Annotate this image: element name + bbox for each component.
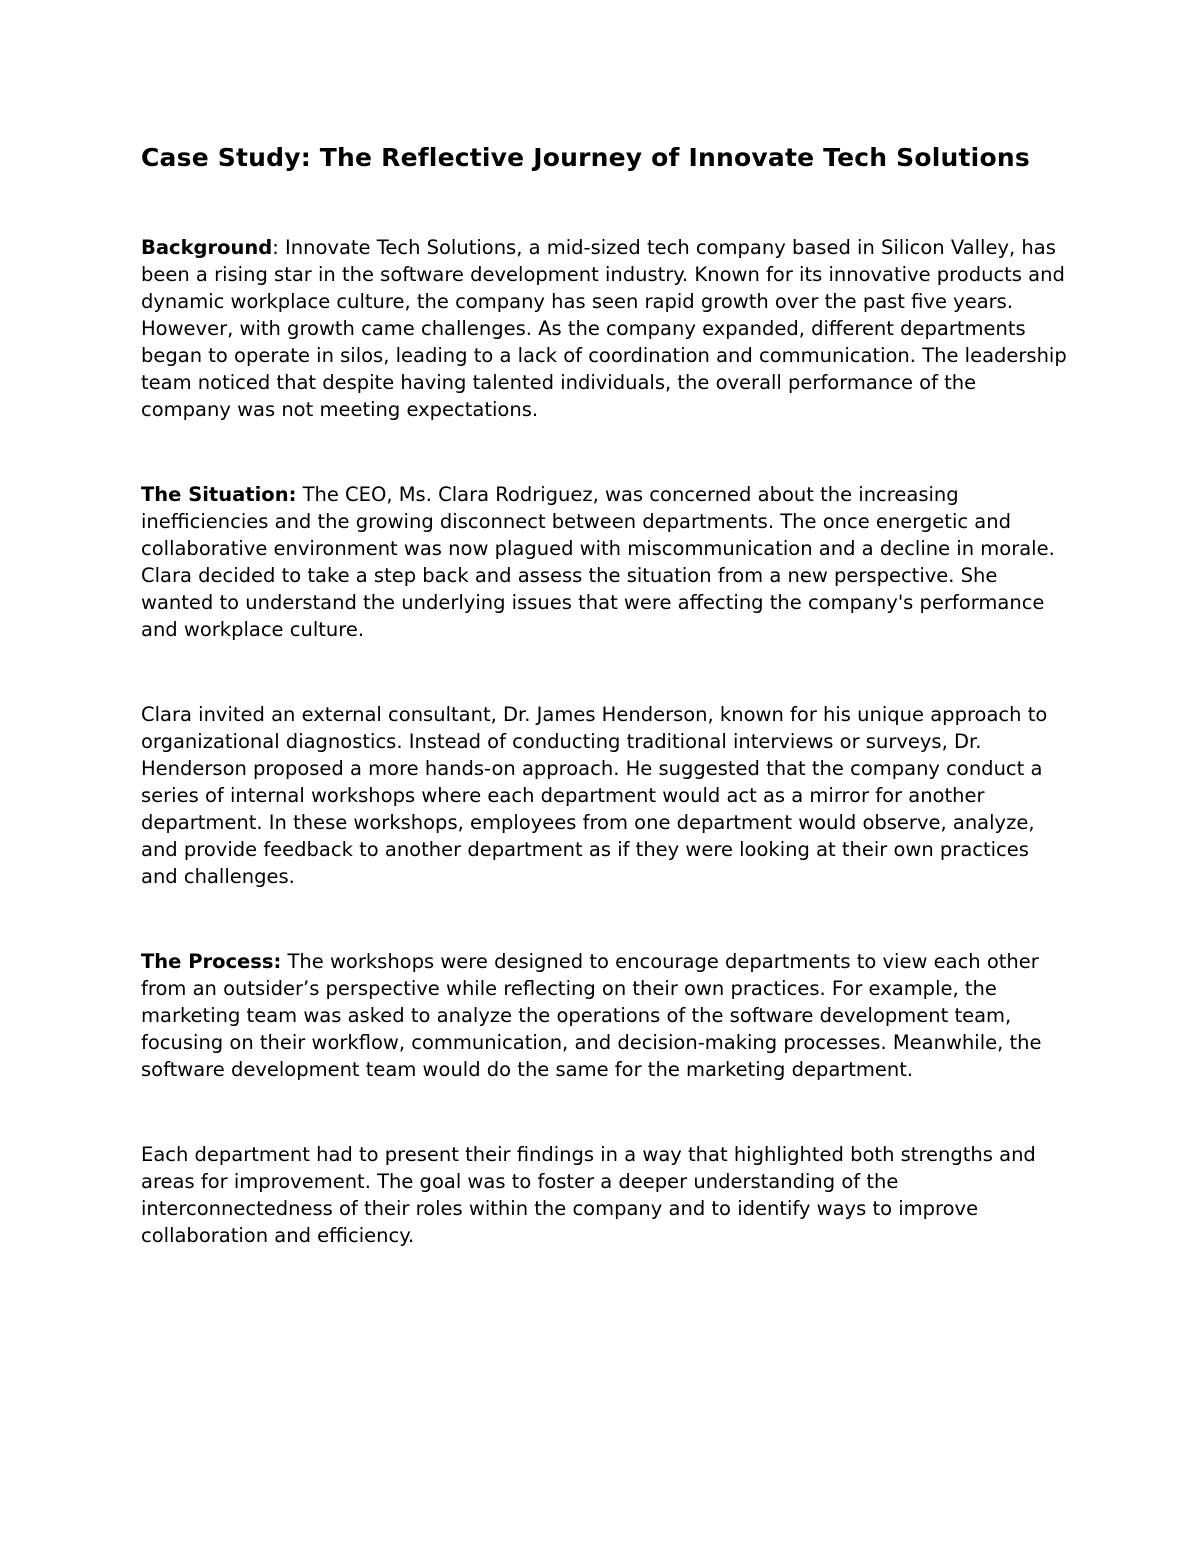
paragraph-situation <box>141 481 1071 643</box>
paragraph-findings <box>141 1141 1071 1249</box>
paragraph-text-background: : Innovate Tech Solutions, a mid-sized tech company based in Silicon Valley, has been a rising star in the software development industry. Known for its innovative products and dynamic workplace culture, the company has seen rapid growth over the past five years. However, with growth came challenges. As the company expanded, different departments began to operate in silos, leading to a lack of coordination and communication. The leadership team noticed that despite having talented individuals, the overall performance of the company was not meeting expectations. <box>141 236 1067 421</box>
paragraph-lead-situation: The Situation: <box>141 483 297 506</box>
document-content <box>141 140 1071 1249</box>
paragraph-lead-process: The Process: <box>141 950 282 973</box>
paragraph-lead-background: Background <box>141 236 273 259</box>
paragraph-text-situation: The CEO, Ms. Clara Rodriguez, was concerned about the increasing inefficiencies and the growing disconnect between departments. The once energetic and collaborative environment was now plagued with miscommunication and a decline in morale. Clara decided to take a step back and assess the situation from a new perspective. She wanted to understand the underlying issues that were affecting the company's performance and workplace culture. <box>141 483 1055 641</box>
document-title: Case Study: The Reflective Journey of Innovate Tech Solutions <box>141 143 1030 172</box>
paragraph-background <box>141 234 1071 423</box>
paragraph-process <box>141 948 1071 1083</box>
paragraph-text-consultant: Clara invited an external consultant, Dr. James Henderson, known for his unique approach to organizational diagnostics. Instead of conducting traditional interviews or surveys, Dr. Henderson proposed a more hands-on approach. He suggested that the company conduct a series of internal workshops where each department would act as a mirror for another department. In these workshops, employees from one department would observe, analyze, and provide feedback to another department as if they were looking at their own practices and challenges. <box>141 703 1048 888</box>
paragraph-consultant <box>141 701 1071 890</box>
paragraph-text-findings: Each department had to present their findings in a way that highlighted both strengths and areas for improvement. The goal was to foster a deeper understanding of the interconnectedness of their roles within the company and to identify ways to improve collaboration and efficiency. <box>141 1143 1036 1247</box>
paragraph-text-process: The workshops were designed to encourage departments to view each other from an outsider’s perspective while reflecting on their own practices. For example, the marketing team was asked to analyze the operations of the software development team, focusing on their workflow, communication, and decision-making processes. Meanwhile, the software development team would do the same for the marketing department. <box>141 950 1042 1081</box>
